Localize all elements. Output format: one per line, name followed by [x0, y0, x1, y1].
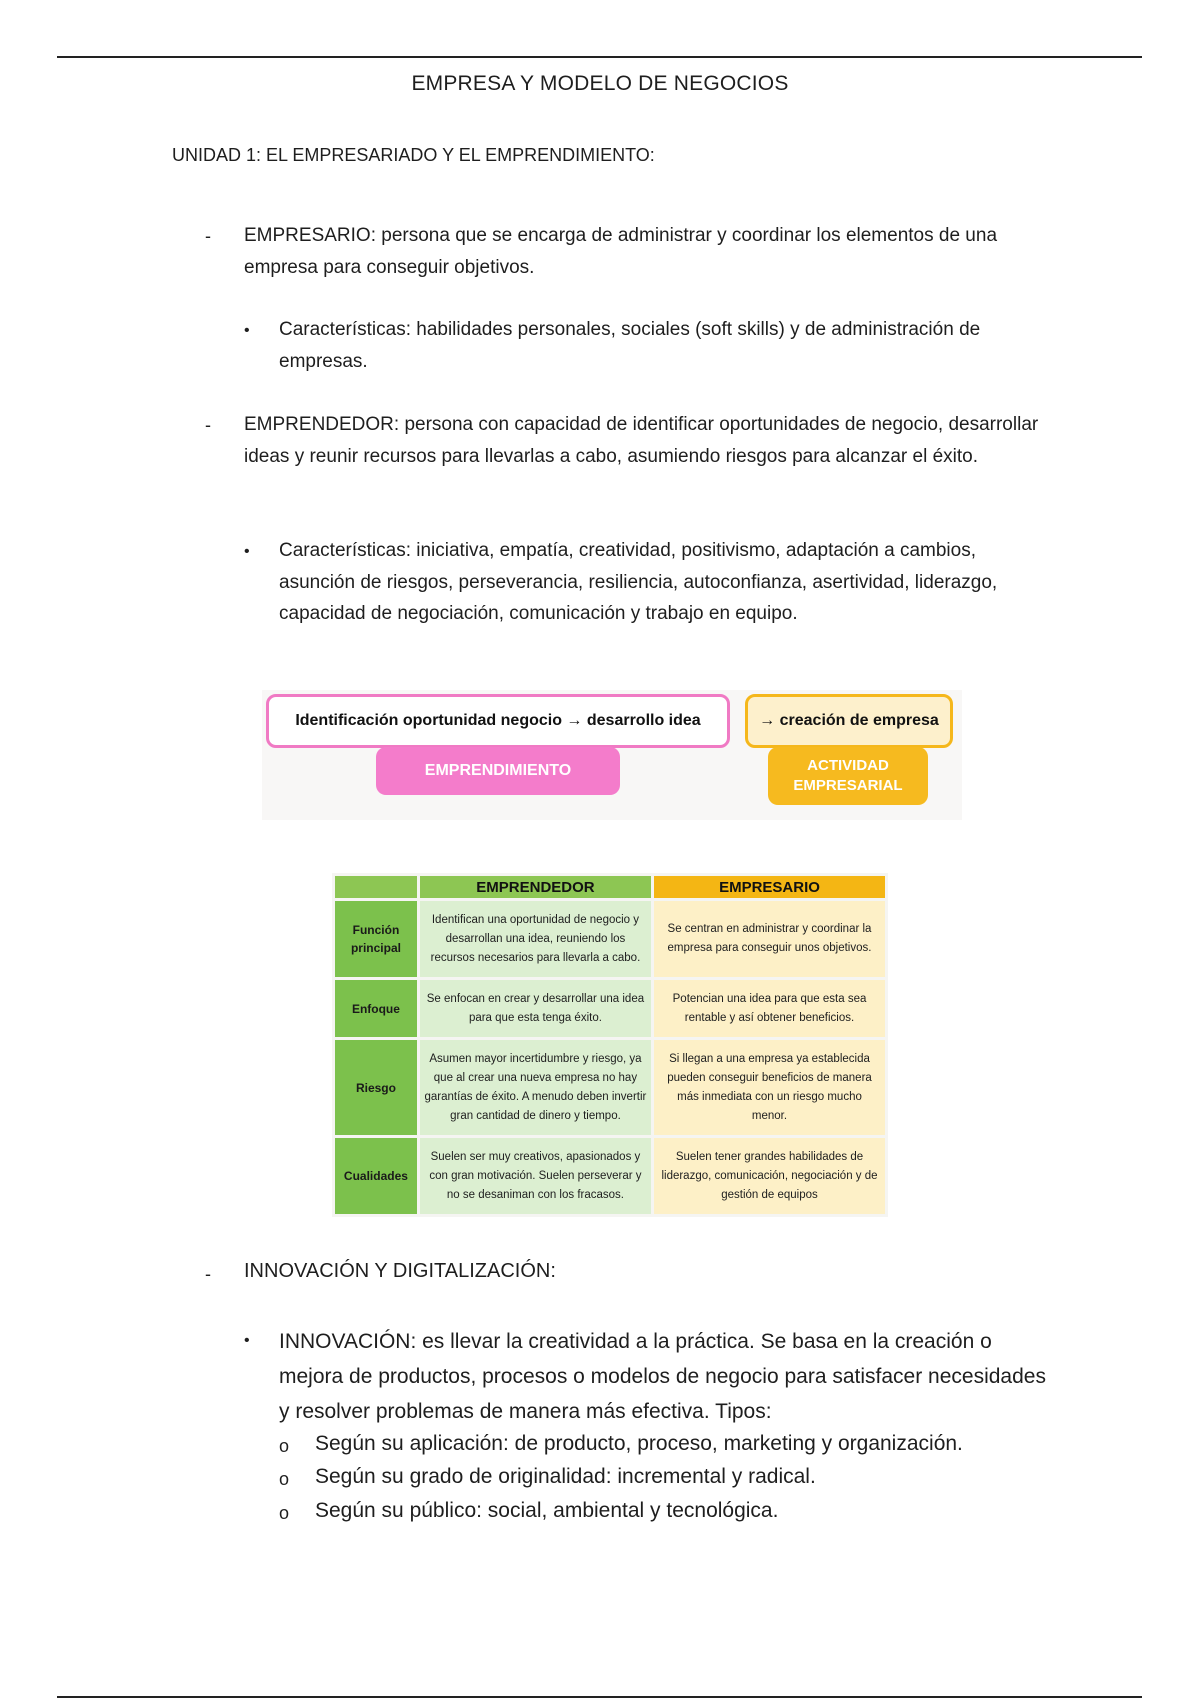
table-row — [335, 1138, 885, 1214]
empresario-cell: Si llegan a una empresa ya establecida pueden conseguir beneficios de manera más inmediata con un riesgo mucho menor. — [654, 1040, 885, 1135]
empresario-cell: Potencian una idea para que esta sea rentable y así obtener beneficios. — [654, 980, 885, 1037]
sub-bullet-marker: o — [279, 1436, 290, 1456]
dash-marker: - — [205, 415, 211, 435]
empresario-cell: Se centran en administrar y coordinar la empresa para conseguir unos objetivos. — [654, 901, 885, 977]
emprendimiento-label: EMPRENDIMIENTO — [376, 747, 620, 795]
bullet-marker: • — [244, 543, 250, 560]
table-corner — [335, 876, 417, 898]
emprendedor-characteristics: Características: iniciativa, empatía, creatividad, positivismo, adaptación a cambios, asunción de riesgos, perseverancia, resiliencia, autoconfianza, asertividad, liderazgo, capacidad de negociación, comunicación y trabajo en equipo. — [279, 540, 998, 624]
opportunity-box: Identificación oportunidad negocio → desarrollo idea — [266, 694, 730, 748]
table-row — [335, 980, 885, 1037]
dash-marker: - — [205, 1264, 211, 1284]
actividad-label-line1: ACTIVIDAD — [807, 757, 889, 774]
bottom-rule — [57, 1696, 1142, 1698]
innovacion-type: Según su grado de originalidad: incremental y radical. — [315, 1465, 816, 1488]
row-label: Enfoque — [335, 980, 417, 1037]
sub-bullet-marker: o — [279, 1503, 290, 1523]
creacion-empresa-box: → creación de empresa — [745, 694, 953, 748]
row-label: Cualidades — [335, 1138, 417, 1214]
innovacion-type: Según su público: social, ambiental y tecnológica. — [315, 1499, 779, 1522]
innovacion-type: Según su aplicación: de producto, proceso, marketing y organización. — [315, 1432, 963, 1455]
top-rule — [57, 56, 1142, 58]
comparison-table — [332, 873, 888, 1217]
process-diagram — [262, 690, 962, 820]
innovacion-definition: INNOVACIÓN: es llevar la creatividad a la práctica. Se basa en la creación o mejora de productos, procesos o modelos de negocio para satisfacer necesidades y resolver problemas de manera más efectiva. Tipos: — [279, 1330, 1046, 1423]
empresario-characteristics: Características: habilidades personales, sociales (soft skills) y de administración de empresas. — [279, 319, 981, 372]
row-label: Riesgo — [335, 1040, 417, 1135]
page-title: EMPRESA Y MODELO DE NEGOCIOS — [411, 72, 789, 95]
emprendedor-cell: Suelen ser muy creativos, apasionados y con gran motivación. Suelen perseverar y no se desaniman con los fracasos. — [420, 1138, 651, 1214]
actividad-label-line2: EMPRESARIAL — [793, 777, 903, 794]
header-empresario: EMPRESARIO — [654, 876, 885, 898]
innovacion-heading: INNOVACIÓN Y DIGITALIZACIÓN: — [244, 1260, 556, 1282]
emprendedor-cell: Asumen mayor incertidumbre y riesgo, ya que al crear una nueva empresa no hay garantías de éxito. A menudo deben invertir gran cantidad de dinero y tiempo. — [420, 1040, 651, 1135]
bullet-marker: • — [244, 322, 250, 339]
table-row — [335, 901, 885, 977]
table-row — [335, 1040, 885, 1135]
emprendedor-definition: EMPRENDEDOR: persona con capacidad de identificar oportunidades de negocio, desarrollar ideas y reunir recursos para llevarlas a cabo, asumiendo riesgos para alcanzar el éxito. — [244, 414, 1039, 467]
unit-heading: UNIDAD 1: EL EMPRESARIADO Y EL EMPRENDIMIENTO: — [172, 145, 655, 165]
empresario-definition: EMPRESARIO: persona que se encarga de administrar y coordinar los elementos de una empresa para conseguir objetivos. — [244, 225, 998, 278]
dash-marker: - — [205, 226, 211, 246]
sub-bullet-marker: o — [279, 1469, 290, 1489]
header-emprendedor: EMPRENDEDOR — [420, 876, 651, 898]
emprendedor-cell: Se enfocan en crear y desarrollar una idea para que esta tenga éxito. — [420, 980, 651, 1037]
empresario-cell: Suelen tener grandes habilidades de liderazgo, comunicación, negociación y de gestión de equipos — [654, 1138, 885, 1214]
actividad-empresarial-label — [768, 747, 928, 805]
bullet-marker: • — [244, 1332, 250, 1349]
emprendedor-cell: Identifican una oportunidad de negocio y desarrollan una idea, reuniendo los recursos necesarios para llevarla a cabo. — [420, 901, 651, 977]
row-label: Función principal — [335, 901, 417, 977]
